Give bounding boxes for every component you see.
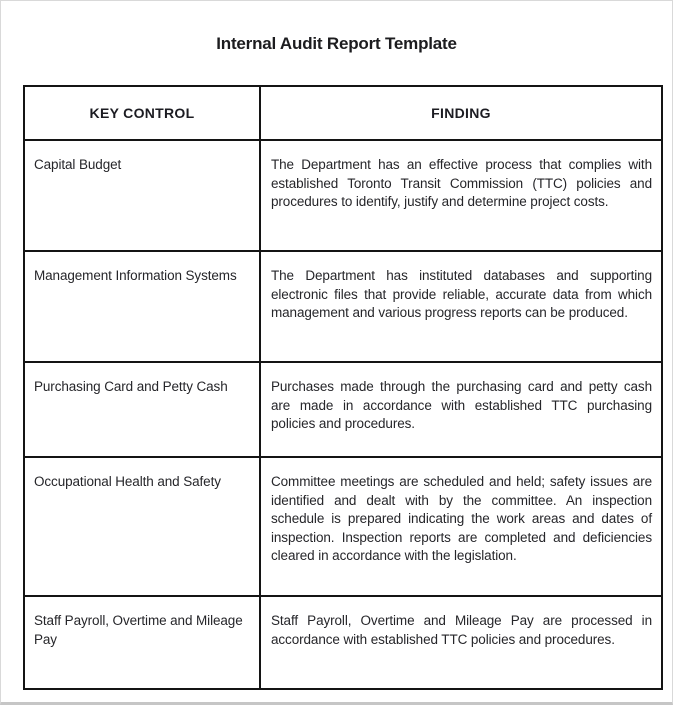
finding-cell: Purchases made through the purchasing card and petty cash are made in accordance with established TTC purchasing policies and procedures. xyxy=(260,362,662,457)
key-control-cell: Capital Budget xyxy=(24,140,260,251)
table-row xyxy=(24,140,662,251)
table-row xyxy=(24,457,662,596)
key-control-cell: Purchasing Card and Petty Cash xyxy=(24,362,260,457)
finding-cell: Staff Payroll, Overtime and Mileage Pay are processed in accordance with established TTC policies and procedures. xyxy=(260,596,662,689)
key-control-cell: Staff Payroll, Overtime and Mileage Pay xyxy=(24,596,260,689)
table-row xyxy=(24,251,662,362)
finding-column-header: FINDING xyxy=(260,86,662,140)
finding-cell: The Department has instituted databases and supporting electronic files that provide reliable, accurate data from which management and various progress reports can be produced. xyxy=(260,251,662,362)
audit-findings-table xyxy=(23,85,663,690)
key-control-cell: Occupational Health and Safety xyxy=(24,457,260,596)
table-row xyxy=(24,362,662,457)
table-header-row xyxy=(24,86,662,140)
key-control-cell: Management Information Systems xyxy=(24,251,260,362)
key-control-column-header: KEY CONTROL xyxy=(24,86,260,140)
finding-cell: Committee meetings are scheduled and held; safety issues are identified and dealt with by the committee. An inspection schedule is prepared indicating the work areas and dates of inspection. Inspection reports are completed and deficiencies cleared in accordance with the legislation. xyxy=(260,457,662,596)
table-row xyxy=(24,596,662,689)
finding-cell: The Department has an effective process that complies with established Toronto Transit Commission (TTC) policies and procedures to identify, justify and determine project costs. xyxy=(260,140,662,251)
document-title: Internal Audit Report Template xyxy=(216,34,457,53)
